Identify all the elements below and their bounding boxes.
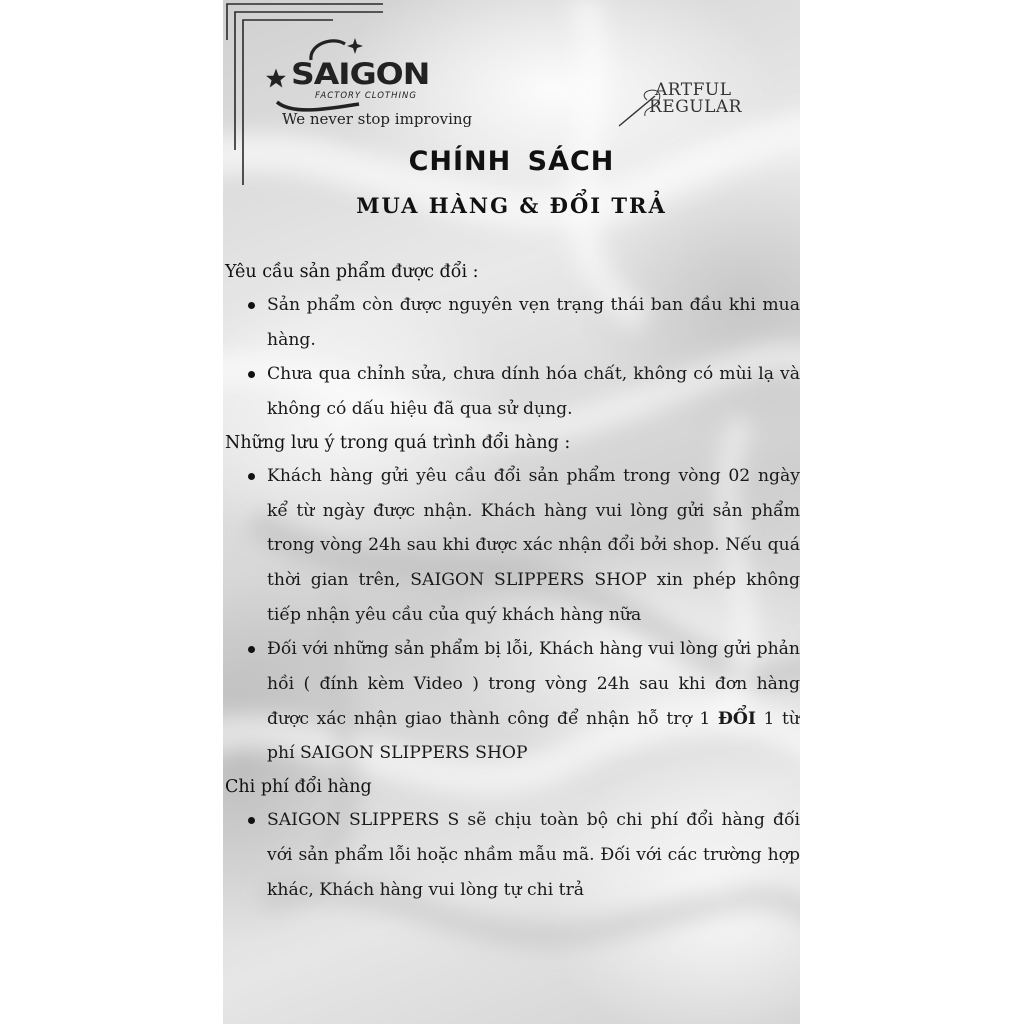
logo-wordmark: SAIGON <box>291 55 430 92</box>
section-heading: Chi phí đổi hàng <box>225 777 372 798</box>
list-item-text: SAIGON SLIPPERS S sẽ chịu toàn bộ chi phí đổi hàng đối với sản phẩm lỗi hoặc nhầm mẫu mã. Đối với các trường hợp khác, Khách hàng vui lòng tự chi trả <box>267 810 800 900</box>
page-title: CHÍNH SÁCH <box>408 146 615 177</box>
bullet-icon <box>248 371 255 378</box>
list-item <box>225 459 800 633</box>
bullet-list <box>225 459 800 771</box>
bullet-list <box>225 803 800 907</box>
star-icon <box>266 69 286 88</box>
page-subtitle: MUA HÀNG & ĐỔI TRẢ <box>356 193 667 218</box>
list-item <box>225 803 800 907</box>
emphasis-text: ĐỔI <box>717 708 756 729</box>
bullet-icon <box>248 817 255 824</box>
list-item-text: Khách hàng gửi yêu cầu đổi sản phẩm trong vòng 02 ngày kể từ ngày được nhận. Khách hàng vui lòng gửi sản phẩm trong vòng 24h sau khi được xác nhận đổi bởi shop. Nếu quá thời gian trên, SAIGON SLIPPERS SHOP xin phép không tiếp nhận yêu cầu của quý khách hàng nữa <box>267 465 800 625</box>
policy-content <box>225 256 800 907</box>
sparkle-icon <box>347 38 363 54</box>
bullet-icon <box>248 646 255 653</box>
list-item-text: 1 từ phí SAIGON SLIPPERS SHOP <box>267 708 800 764</box>
regular-text: REGULAR <box>649 97 742 117</box>
list-item-text: Đối với những sản phẩm bị lỗi, Khách hàng vui lòng gửi phản hồi ( đính kèm Video ) trong vòng 24h sau khi đơn hàng được xác nhận giao thành công để nhận hỗ trợ 1 <box>267 639 800 729</box>
logo-subtitle: FACTORY CLOTHING <box>315 91 417 101</box>
tagline: We never stop improving <box>282 110 473 128</box>
bullet-icon <box>248 473 255 480</box>
section-heading: Những lưu ý trong quá trình đổi hàng : <box>225 432 571 453</box>
list-item <box>225 357 800 426</box>
bullet-icon <box>248 302 255 309</box>
list-item-text: Chưa qua chỉnh sửa, chưa dính hóa chất, không có mùi lạ và không có dấu hiệu đã qua sử dụng. <box>267 364 800 420</box>
brand-logo <box>263 36 453 116</box>
list-item-text: Sản phẩm còn được nguyên vẹn trạng thái ban đầu khi mua hàng. <box>267 295 800 350</box>
policy-page <box>223 0 800 1024</box>
bullet-list <box>225 288 800 427</box>
list-item <box>225 632 800 771</box>
artful-text: ARTFUL <box>655 80 732 100</box>
section-heading: Yêu cầu sản phẩm được đổi : <box>225 262 479 282</box>
list-item <box>225 288 800 357</box>
artful-regular-logo <box>615 80 765 128</box>
